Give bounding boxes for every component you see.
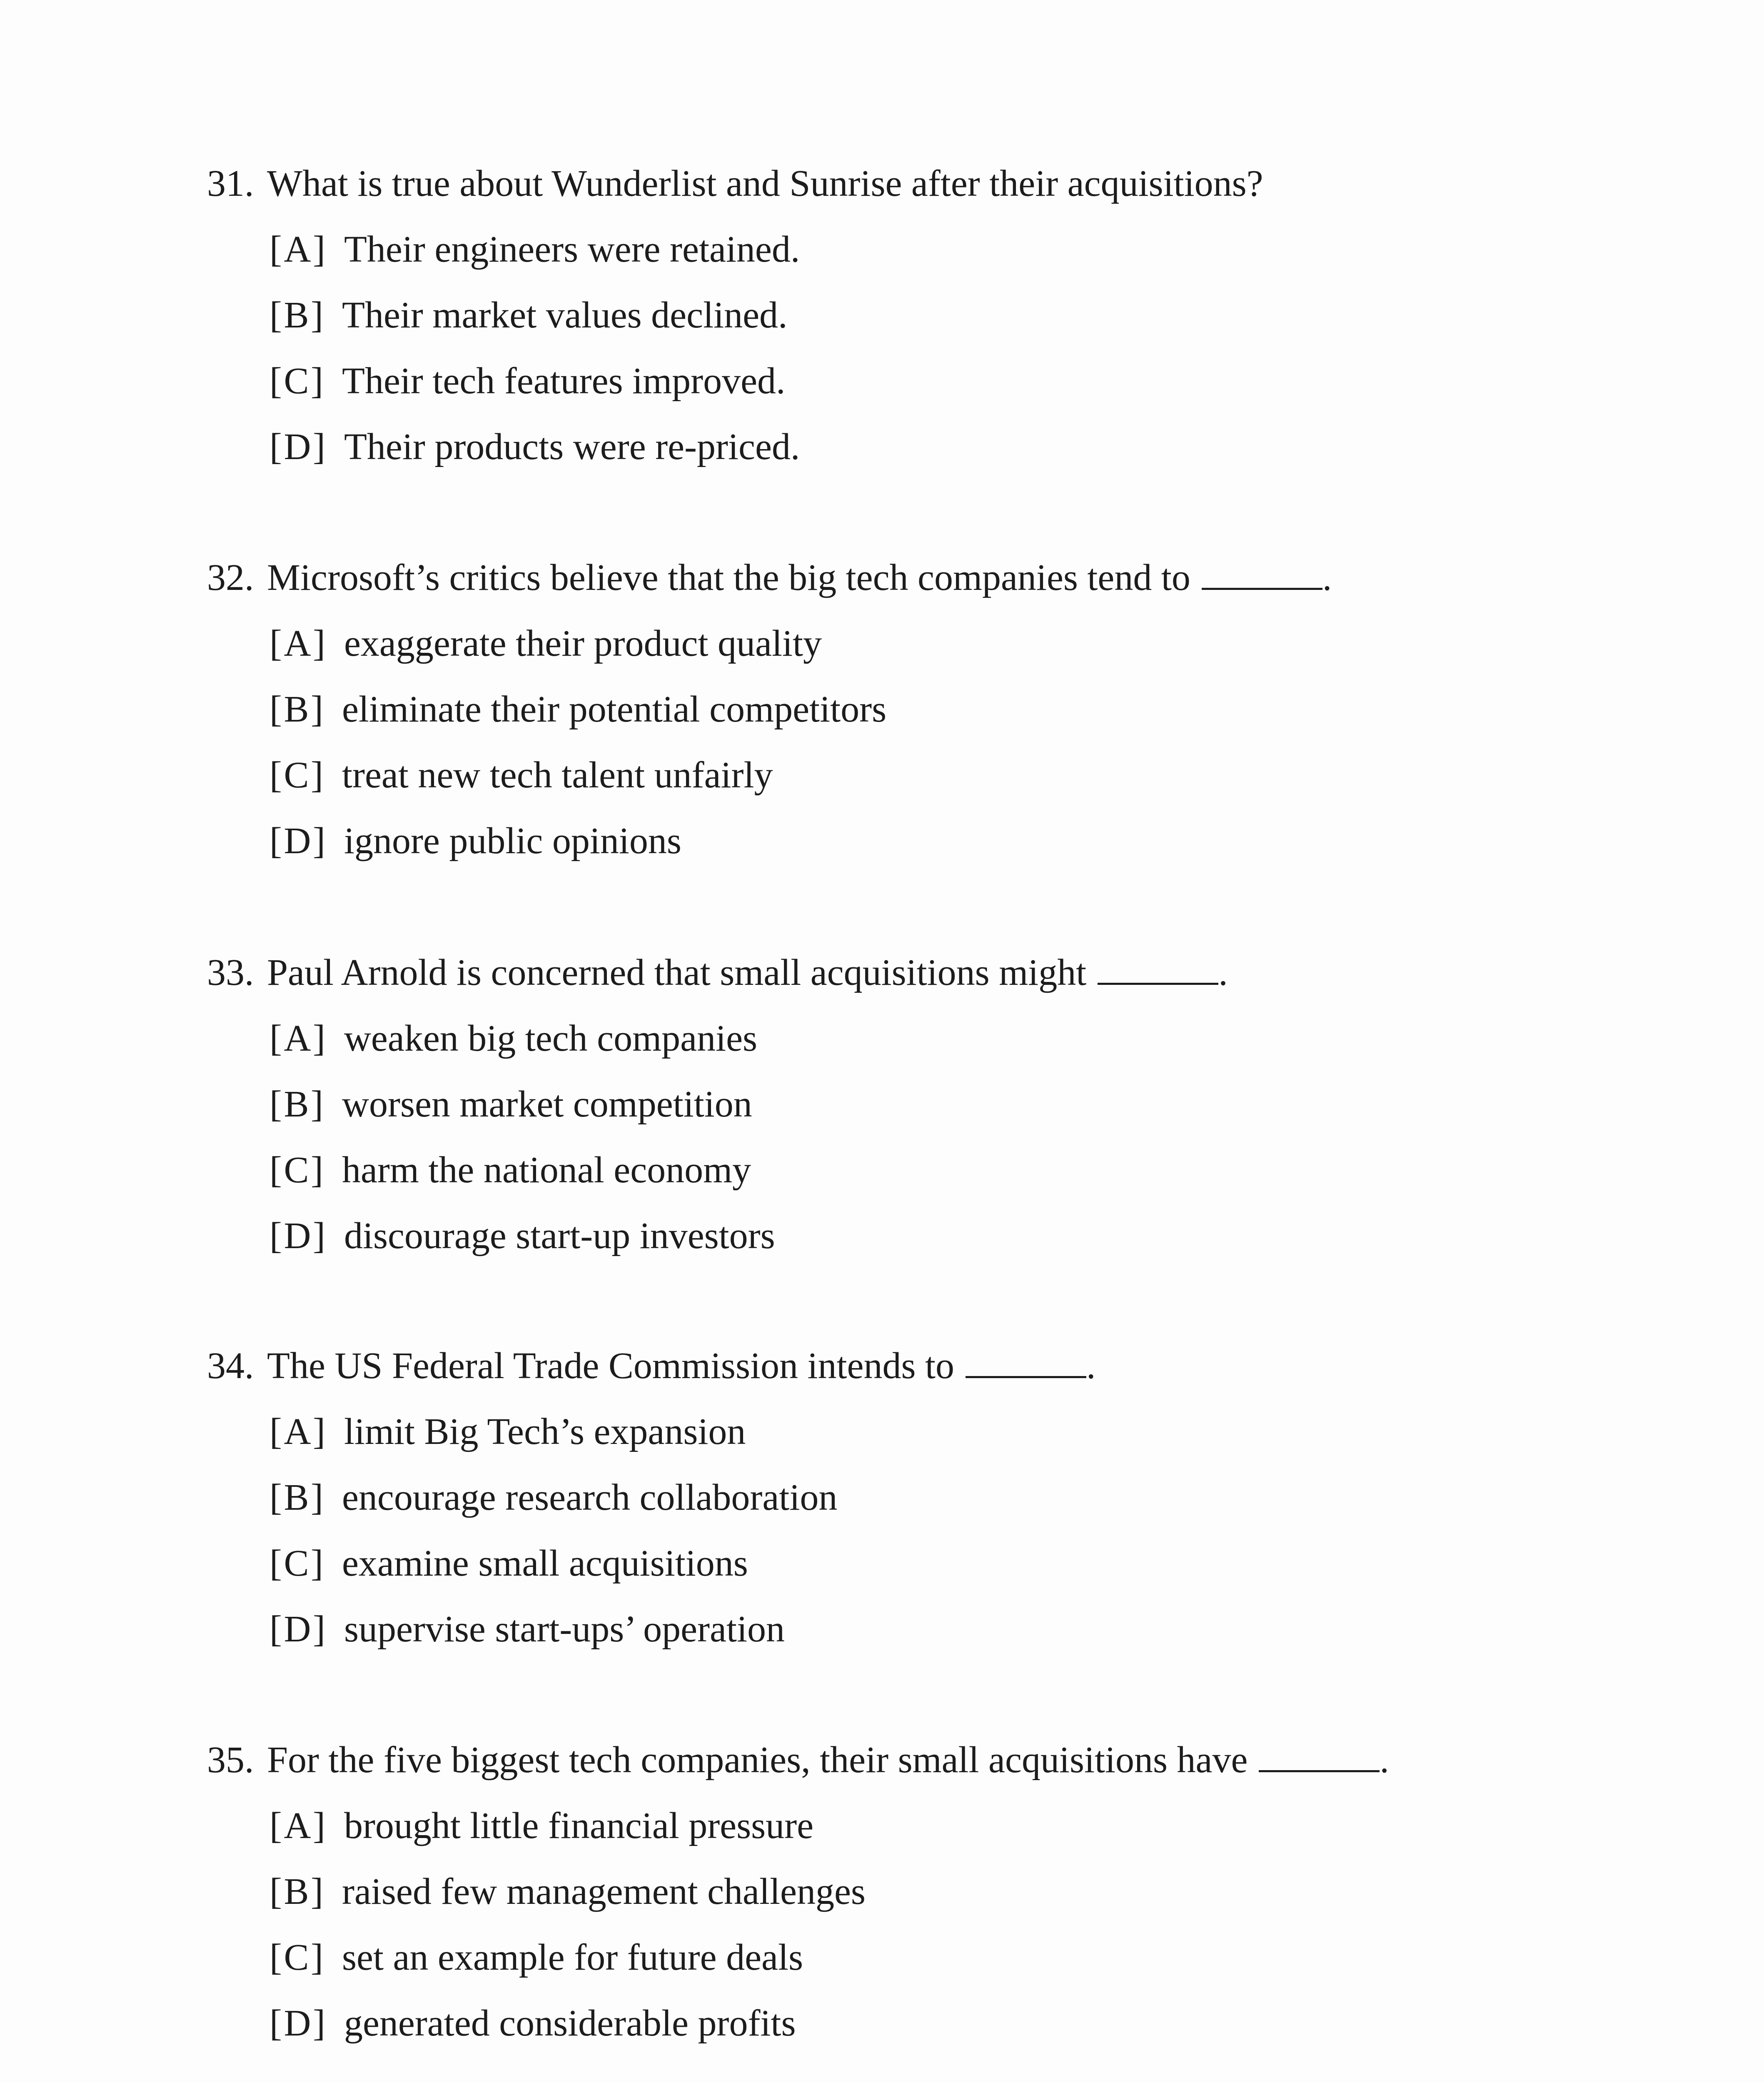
option-c — [269, 1935, 803, 1981]
option-text: Their products were re-priced. — [344, 426, 800, 467]
option-c — [269, 358, 786, 404]
option-text: Their tech features improved. — [342, 360, 786, 402]
option-text: Their market values declined. — [342, 295, 788, 336]
option-text: set an example for future deals — [342, 1937, 803, 1978]
option-text: harm the national economy — [342, 1149, 751, 1191]
answer-blank — [1202, 559, 1322, 590]
answer-blank — [1259, 1741, 1380, 1772]
option-a — [269, 621, 822, 667]
question-text: For the five biggest tech companies, their small acquisitions have — [267, 1739, 1248, 1781]
question-stem — [207, 1343, 1095, 1389]
option-b — [269, 1869, 866, 1915]
question-suffix: . — [1380, 1739, 1389, 1781]
option-c — [269, 1541, 748, 1586]
question-stem — [207, 555, 1332, 601]
option-c — [269, 752, 773, 798]
option-d — [269, 424, 800, 470]
option-letter: [B] — [269, 295, 325, 336]
option-text: encourage research collaboration — [342, 1477, 838, 1518]
option-letter: [D] — [269, 426, 327, 467]
option-d — [269, 1213, 775, 1259]
option-letter: [A] — [269, 1411, 327, 1452]
option-letter: [B] — [269, 689, 325, 730]
question-number: 32. — [207, 557, 254, 598]
question-text: What is true about Wunderlist and Sunrise after their acquisitions? — [267, 163, 1263, 204]
question-number: 34. — [207, 1345, 254, 1386]
option-b — [269, 687, 886, 732]
answer-blank — [1098, 954, 1218, 985]
option-c — [269, 1147, 751, 1193]
option-b — [269, 292, 788, 338]
option-text: supervise start-ups’ operation — [344, 1608, 785, 1650]
question-text: Microsoft’s critics believe that the big tech companies tend to — [267, 557, 1190, 598]
question-number: 31. — [207, 163, 254, 204]
option-text: treat new tech talent unfairly — [342, 754, 773, 796]
option-text: weaken big tech companies — [344, 1018, 758, 1059]
option-text: ignore public opinions — [344, 820, 681, 862]
option-text: examine small acquisitions — [342, 1543, 748, 1584]
option-text: discourage start-up investors — [344, 1215, 775, 1256]
option-letter: [A] — [269, 623, 327, 664]
question-text: The US Federal Trade Commission intends to — [267, 1345, 954, 1386]
option-text: limit Big Tech’s expansion — [344, 1411, 746, 1452]
option-text: eliminate their potential competitors — [342, 689, 887, 730]
question-suffix: . — [1218, 952, 1228, 993]
option-letter: [C] — [269, 754, 325, 796]
question-suffix: . — [1086, 1345, 1096, 1386]
option-letter: [B] — [269, 1084, 325, 1125]
option-letter: [A] — [269, 1805, 327, 1846]
option-d — [269, 818, 681, 864]
option-letter: [B] — [269, 1871, 325, 1912]
question-stem — [207, 950, 1228, 996]
question-stem — [207, 161, 1263, 207]
option-text: Their engineers were retained. — [344, 229, 800, 270]
option-text: generated considerable profits — [344, 2003, 796, 2044]
answer-blank — [966, 1347, 1086, 1378]
option-letter: [D] — [269, 820, 327, 862]
option-a — [269, 1409, 746, 1455]
option-letter: [C] — [269, 1543, 325, 1584]
option-text: worsen market competition — [342, 1084, 752, 1125]
option-text: brought little financial pressure — [344, 1805, 814, 1846]
option-letter: [A] — [269, 1018, 327, 1059]
question-number: 35. — [207, 1739, 254, 1781]
option-letter: [A] — [269, 229, 327, 270]
option-letter: [D] — [269, 2003, 327, 2044]
option-letter: [B] — [269, 1477, 325, 1518]
question-number: 33. — [207, 952, 254, 993]
option-d — [269, 2001, 796, 2046]
option-d — [269, 1606, 785, 1652]
question-stem — [207, 1737, 1389, 1783]
option-text: raised few management challenges — [342, 1871, 866, 1912]
option-letter: [D] — [269, 1608, 327, 1650]
option-b — [269, 1081, 752, 1127]
option-a — [269, 227, 800, 272]
option-letter: [C] — [269, 1149, 325, 1191]
question-suffix: . — [1322, 557, 1332, 598]
option-letter: [D] — [269, 1215, 327, 1256]
option-letter: [C] — [269, 360, 325, 402]
question-text: Paul Arnold is concerned that small acquisitions might — [267, 952, 1087, 993]
option-a — [269, 1016, 757, 1061]
option-text: exaggerate their product quality — [344, 623, 822, 664]
option-a — [269, 1803, 813, 1849]
option-b — [269, 1475, 837, 1521]
option-letter: [C] — [269, 1937, 325, 1978]
